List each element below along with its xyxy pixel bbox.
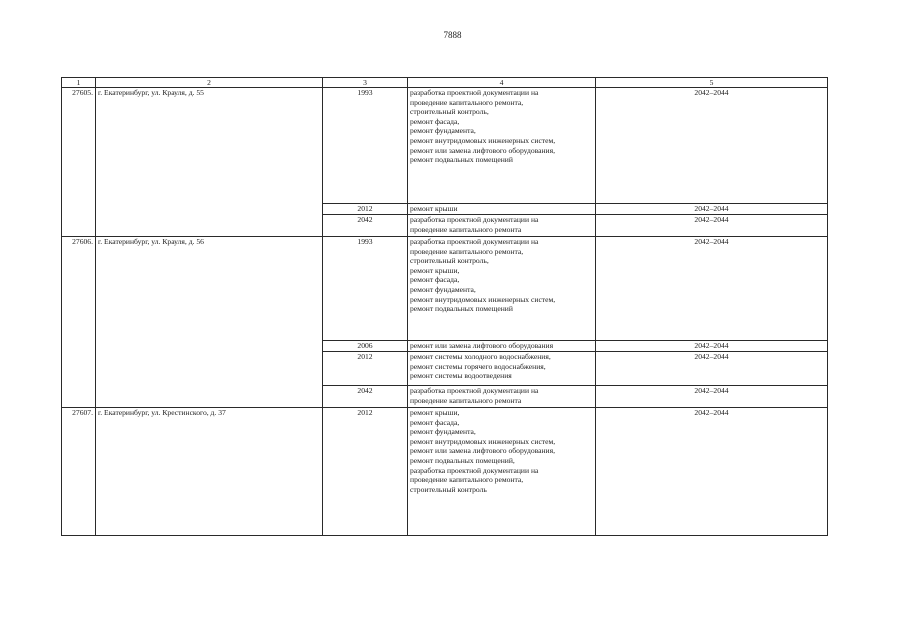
table-row [62, 408, 828, 536]
works-cell: ремонт или замена лифтового оборудования [408, 341, 596, 352]
header-cell: 3 [323, 78, 408, 88]
works-cell: ремонт системы холодного водоснабжения, ремонт системы горячего водоснабжения, ремонт системы водоотведения [408, 352, 596, 386]
works-cell: разработка проектной документации на проведение капитального ремонта [408, 215, 596, 237]
works-cell: разработка проектной документации на проведение капитального ремонта, строительный контроль, ремонт крыши, ремонт фасада, ремонт фундамента, ремонт внутридомовых инженерных систем, ремонт подвальных помещений [408, 237, 596, 341]
header-cell: 5 [596, 78, 828, 88]
works-cell: ремонт крыши, ремонт фасада, ремонт фундамента, ремонт внутридомовых инженерных систем, ремонт или замена лифтового оборудования, ремонт подвальных помещений, разработка проектной документации на проведение капитального ремонта, строительный контроль [408, 408, 596, 536]
page-number: 7888 [443, 30, 462, 40]
year-cell: 2042 [323, 215, 408, 237]
repair-schedule-table [61, 77, 828, 536]
works-cell: разработка проектной документации на проведение капитального ремонта, строительный контроль, ремонт фасада, ремонт фундамента, ремонт внутридомовых инженерных систем, ремонт или замена лифтового оборудования, ремонт подвальных помещений [408, 88, 596, 204]
record-number: 27605. [62, 88, 96, 237]
works-cell: разработка проектной документации на проведение капитального ремонта [408, 386, 596, 408]
period-cell: 2042–2044 [596, 352, 828, 386]
period-cell: 2042–2044 [596, 408, 828, 536]
header-cell: 2 [96, 78, 323, 88]
header-cell: 4 [408, 78, 596, 88]
period-cell: 2042–2044 [596, 386, 828, 408]
record-address: г. Екатеринбург, ул. Крестинского, д. 37 [96, 408, 323, 536]
period-cell: 2042–2044 [596, 204, 828, 215]
year-cell: 1993 [323, 88, 408, 204]
year-cell: 2012 [323, 352, 408, 386]
table-row [62, 88, 828, 204]
period-cell: 2042–2044 [596, 341, 828, 352]
period-cell: 2042–2044 [596, 237, 828, 341]
works-cell: ремонт крыши [408, 204, 596, 215]
table-row [62, 237, 828, 341]
year-cell: 1993 [323, 237, 408, 341]
year-cell: 2012 [323, 408, 408, 536]
record-number: 27606. [62, 237, 96, 408]
record-address: г. Екатеринбург, ул. Крауля, д. 55 [96, 88, 323, 237]
year-cell: 2006 [323, 341, 408, 352]
period-cell: 2042–2044 [596, 215, 828, 237]
year-cell: 2042 [323, 386, 408, 408]
table-header-row [62, 78, 828, 88]
record-number: 27607. [62, 408, 96, 536]
year-cell: 2012 [323, 204, 408, 215]
record-address: г. Екатеринбург, ул. Крауля, д. 56 [96, 237, 323, 408]
period-cell: 2042–2044 [596, 88, 828, 204]
header-cell: 1 [62, 78, 96, 88]
